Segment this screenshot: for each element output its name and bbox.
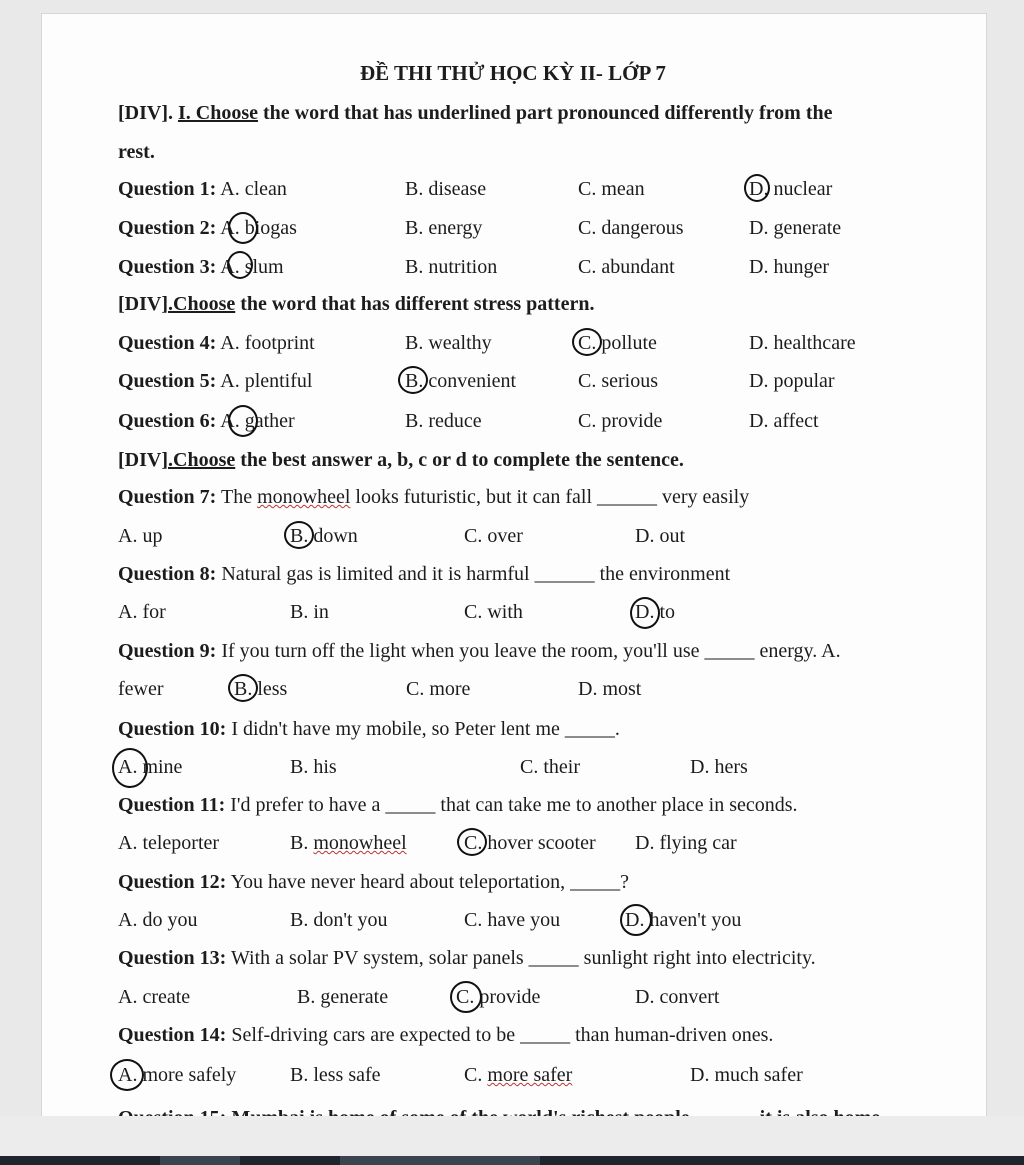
answer-circle-q8 bbox=[630, 597, 660, 629]
q4-option-c: C. pollute bbox=[578, 332, 657, 354]
question-4: Question 4: A. footprint bbox=[118, 332, 315, 354]
exam-page bbox=[42, 14, 986, 1116]
q8-option-d: D. to bbox=[635, 601, 675, 623]
q13-option-b: B. generate bbox=[297, 986, 389, 1008]
answer-circle-q10 bbox=[112, 748, 148, 788]
answer-circle-q14 bbox=[110, 1059, 144, 1091]
q2-option-d: D. generate bbox=[749, 217, 842, 239]
answer-circle-q13 bbox=[450, 981, 482, 1013]
q5-option-c: C. serious bbox=[578, 370, 658, 392]
answer-circle-q7 bbox=[284, 521, 314, 549]
q5-option-b: B. convenient bbox=[405, 370, 517, 392]
section-2-heading: [DIV].Choose the word that has different stress pattern. bbox=[118, 293, 595, 315]
q3-option-d: D. hunger bbox=[749, 256, 829, 278]
q1-option-d: D. nuclear bbox=[749, 178, 833, 200]
q12-option-a: A. do you bbox=[118, 909, 198, 931]
q7-option-c: C. over bbox=[464, 525, 523, 547]
question-7: Question 7: The monowheel looks futuristic, but it can fall ______ very easily bbox=[118, 486, 750, 508]
q11-option-a: A. teleporter bbox=[118, 832, 220, 854]
page-title: ĐỀ THI THỬ HỌC KỲ II- LỚP 7 bbox=[360, 61, 666, 85]
q7-option-b: B. down bbox=[290, 525, 358, 547]
taskbar-segment bbox=[340, 1156, 540, 1165]
q12-option-d: D. haven't you bbox=[625, 909, 742, 931]
q4-option-b: B. wealthy bbox=[405, 332, 492, 354]
q14-option-d: D. much safer bbox=[690, 1064, 803, 1086]
q2-option-b: B. energy bbox=[405, 217, 483, 239]
q10-option-d: D. hers bbox=[690, 756, 748, 778]
q2-option-c: C. dangerous bbox=[578, 217, 684, 239]
q14-option-c: C. more safer bbox=[464, 1064, 573, 1086]
section-1-heading: [DIV]. I. Choose the word that has underlined part pronounced differently from the bbox=[118, 102, 833, 124]
q12-option-c: C. have you bbox=[464, 909, 561, 931]
q11-option-b: B. monowheel bbox=[290, 832, 407, 854]
viewer-bottom-area bbox=[0, 1116, 1024, 1156]
q9-option-d: D. most bbox=[578, 678, 642, 700]
question-10: Question 10: I didn't have my mobile, so Peter lent me _____. bbox=[118, 718, 620, 740]
q13-option-d: D. convert bbox=[635, 986, 720, 1008]
q10-option-c: C. their bbox=[520, 756, 580, 778]
question-8: Question 8: Natural gas is limited and it is harmful ______ the environment bbox=[118, 563, 731, 585]
question-2: Question 2: A. biogas bbox=[118, 217, 297, 239]
answer-circle-q5 bbox=[398, 366, 428, 394]
question-11: Question 11: I'd prefer to have a _____ that can take me to another place in seconds. bbox=[118, 794, 798, 816]
question-1: Question 1: A. clean bbox=[118, 178, 287, 200]
q6-option-c: C. provide bbox=[578, 410, 663, 432]
q6-option-b: B. reduce bbox=[405, 410, 482, 432]
q11-option-d: D. flying car bbox=[635, 832, 737, 854]
q13-option-a: A. create bbox=[118, 986, 191, 1008]
question-3: Question 3: A. slum bbox=[118, 256, 284, 278]
q8-option-a: A. for bbox=[118, 601, 166, 623]
q14-option-b: B. less safe bbox=[290, 1064, 381, 1086]
answer-circle-q3 bbox=[227, 251, 253, 279]
q6-option-d: D. affect bbox=[749, 410, 819, 432]
question-13: Question 13: With a solar PV system, solar panels _____ sunlight right into electricity. bbox=[118, 947, 816, 969]
q7-option-a: A. up bbox=[118, 525, 163, 547]
q7-option-d: D. out bbox=[635, 525, 685, 547]
q8-option-c: C. with bbox=[464, 601, 523, 623]
q1-option-b: B. disease bbox=[405, 178, 487, 200]
q1-option-c: C. mean bbox=[578, 178, 645, 200]
answer-circle-q9 bbox=[228, 674, 258, 702]
q12-option-b: B. don't you bbox=[290, 909, 388, 931]
section-1-heading-cont: rest. bbox=[118, 141, 155, 163]
q9-option-a: fewer bbox=[118, 678, 164, 700]
q3-option-b: B. nutrition bbox=[405, 256, 498, 278]
taskbar bbox=[0, 1156, 1024, 1165]
answer-circle-q1 bbox=[744, 174, 770, 202]
q10-option-a: A. mine bbox=[118, 756, 183, 778]
section-3-heading: [DIV].Choose the best answer a, b, c or d to complete the sentence. bbox=[118, 449, 684, 471]
q10-option-b: B. his bbox=[290, 756, 337, 778]
question-14: Question 14: Self-driving cars are expected to be _____ than human-driven ones. bbox=[118, 1024, 774, 1046]
question-5: Question 5: A. plentiful bbox=[118, 370, 313, 392]
q9-option-c: C. more bbox=[406, 678, 471, 700]
question-6: Question 6: A. gather bbox=[118, 410, 295, 432]
answer-circle-q12 bbox=[620, 904, 652, 936]
taskbar-segment bbox=[160, 1156, 240, 1165]
q9-option-b: B. less bbox=[234, 678, 288, 700]
q4-option-d: D. healthcare bbox=[749, 332, 856, 354]
q13-option-c: C. provide bbox=[456, 986, 541, 1008]
question-12: Question 12: You have never heard about teleportation, _____? bbox=[118, 871, 630, 893]
q5-option-d: D. popular bbox=[749, 370, 835, 392]
answer-circle-q4 bbox=[572, 328, 602, 356]
question-9: Question 9: If you turn off the light when you leave the room, you'll use _____ energy. A. bbox=[118, 640, 841, 662]
q11-option-c: C. hover scooter bbox=[464, 832, 596, 854]
q14-option-a: A. more safely bbox=[118, 1064, 237, 1086]
answer-circle-q2 bbox=[228, 212, 258, 244]
q3-option-c: C. abundant bbox=[578, 256, 675, 278]
answer-circle-q6 bbox=[228, 405, 258, 437]
answer-circle-q11 bbox=[457, 828, 487, 856]
q8-option-b: B. in bbox=[290, 601, 329, 623]
